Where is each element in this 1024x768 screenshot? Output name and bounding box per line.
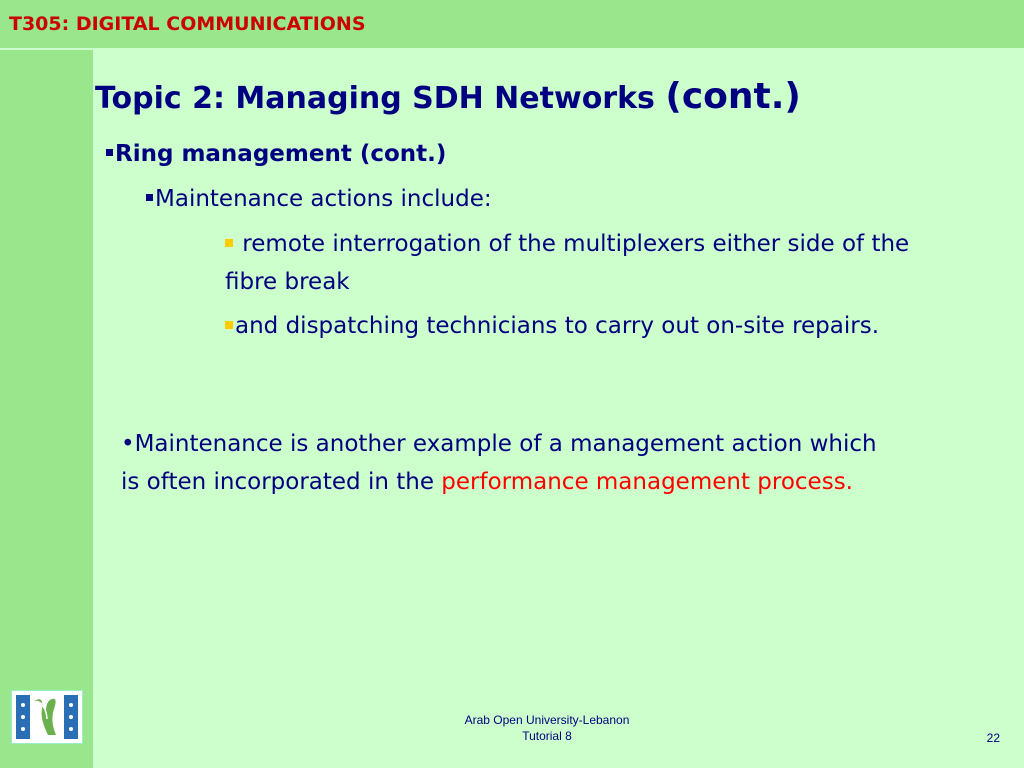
square-bullet-icon — [225, 321, 233, 329]
bullet-remote-interrogation — [225, 225, 925, 301]
course-title: T305: DIGITAL COMMUNICATIONS — [9, 13, 366, 35]
bullet-text: remote interrogation of the multiplexers either side of the fibre break — [225, 231, 910, 295]
slide-title-main: Topic 2: Managing SDH Networks — [95, 81, 666, 116]
bullet-dispatching-technicians — [225, 307, 925, 345]
aou-logo-icon — [11, 690, 83, 744]
footer — [432, 712, 662, 744]
footer-institution: Arab Open University-Lebanon — [464, 713, 630, 727]
slide-title — [95, 76, 801, 117]
bullet-text: and dispatching technicians to carry out on-site repairs. — [235, 313, 880, 339]
bullet-text: Ring management (cont.) — [115, 141, 447, 167]
bullet-ring-management — [106, 140, 446, 168]
square-bullet-icon — [106, 149, 113, 156]
bullet-maintenance-actions — [146, 184, 492, 214]
slide-title-suffix: (cont.) — [665, 76, 801, 117]
paragraph-text: •Maintenance is another example of a management action which is often incorporated in the — [121, 431, 877, 495]
square-bullet-icon — [146, 194, 153, 201]
bullet-text: Maintenance actions include: — [155, 186, 492, 212]
footer-session: Tutorial 8 — [522, 729, 572, 743]
side-bar — [0, 50, 93, 768]
page-number: 22 — [986, 731, 1000, 745]
paragraph-highlight: performance management process. — [441, 469, 853, 495]
maintenance-paragraph — [121, 425, 881, 501]
square-bullet-icon — [225, 239, 233, 247]
